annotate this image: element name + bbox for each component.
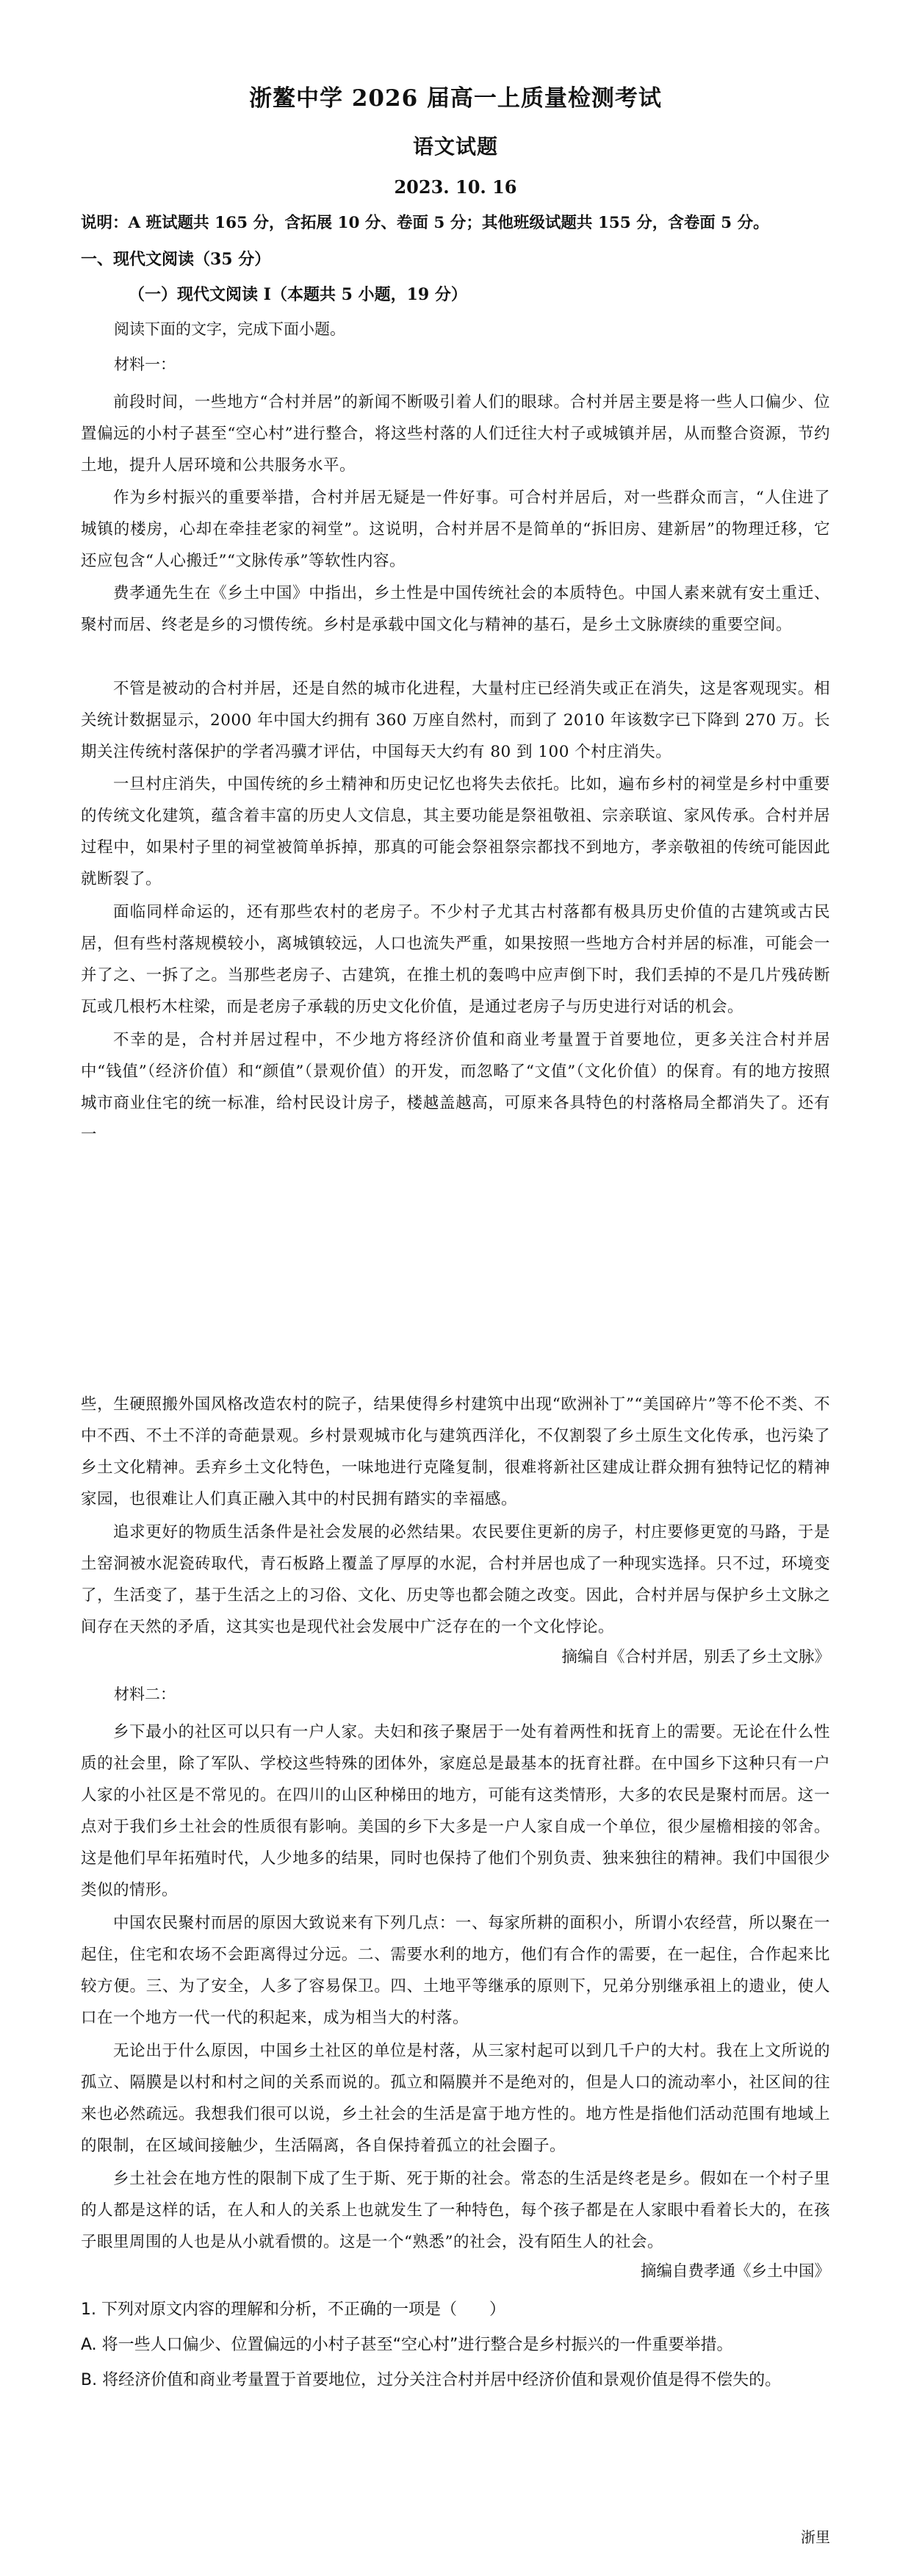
material-one-paragraph: 作为乡村振兴的重要举措，合村并居无疑是一件好事。可合村并居后，对一些群众而言，“人住进了城镇的楼房，心却在牵挂老家的祠堂”。这说明，合村并居不是简单的“拆旧房、建新居”的物理迁移，它还应包含“人心搬迁”“文脉传承”等软性内容。	[81, 489, 830, 570]
material-two-paragraph: 中国农民聚村而居的原因大致说来有下列几点：一、每家所耕的面积小，所谓小农经营，所以聚在一起住，住宅和农场不会距离得过分远。二、需要水利的地方，他们有合作的需要，在一起住，合作起来比较方便。三、为了安全，人多了容易保卫。四、土地平等继承的原则下，兄弟分别继承祖上的遗业，使人口在一个地方一代一代的积起来，成为相当大的村落。	[81, 1914, 830, 2027]
material-one-paragraph: 前段时间，一些地方“合村并居”的新闻不断吸引着人们的眼球。合村并居主要是将一些人口偏少、位置偏远的小村子甚至“空心村”进行整合，将这些村落的人们迁往大村子或城镇并居，从而整合资源，节约土地，提升人居环境和公共服务水平。	[81, 393, 830, 475]
sub-section-heading: （一）现代文阅读 I（本题共 5 小题，19 分）	[129, 285, 467, 304]
question-one-option-a: A. 将一些人口偏少、位置偏远的小村子甚至“空心村”进行整合是乡村振兴的一件重要举措。	[81, 2336, 733, 2354]
reading-instruction: 阅读下面的文字，完成下面小题。	[114, 320, 345, 338]
exam-title: 浙鳌中学 2026 届高一上质量检测考试	[249, 85, 662, 112]
exam-notice: 说明：A 班试题共 165 分，含拓展 10 分、卷面 5 分；其他班级试题共 155 分，含卷面 5 分。	[81, 214, 769, 232]
material-one-label: 材料一：	[114, 356, 176, 373]
material-one-paragraph-continued: 些，生硬照搬外国风格改造农村的院子，结果使得乡村建筑中出现“欧洲补丁”“美国碎片”等不伦不类、不中不西、不土不洋的奇葩景观。乡村景观城市化与建筑西洋化，不仅割裂了乡土原生文化传承，也污染了乡土文化精神。丢弃乡土文化特色，一味地进行克隆复制，很难将新社区建成让群众拥有独特记忆的精神家园，也很难让人们真正融入其中的村民拥有踏实的幸福感。	[81, 1395, 830, 1508]
exam-date: 2023. 10. 16	[394, 176, 517, 198]
question-one-stem: 1. 下列对原文内容的理解和分析，不正确的一项是（ ）	[81, 2300, 505, 2319]
material-one-paragraph: 费孝通先生在《乡土中国》中指出，乡土性是中国传统社会的本质特色。中国人素来就有安土重迁、聚村而居、终老是乡的习惯传统。乡村是承载中国文化与精神的基石，是乡土文脉赓续的重要空间。	[81, 584, 830, 634]
material-two-paragraph: 乡下最小的社区可以只有一户人家。夫妇和孩子聚居于一处有着两性和抚育上的需要。无论在什么性质的社会里，除了军队、学校这些特殊的团体外，家庭总是最基本的抚育社群。在中国乡下这种只有一户人家的小社区是不常见的。在四川的山区种梯田的地方，可能有这类情形，大多的农民是聚村而居。这一点对于我们乡土社会的性质很有影响。美国的乡下大多是一户人家自成一个单位，很少屋檐相接的邻舍。这是他们早年拓殖时代，人少地多的结果，同时也保持了他们个别负责、独来独往的精神。我们中国很少类似的情形。	[81, 1723, 830, 1899]
question-one-option-b: B. 将经济价值和商业考量置于首要地位，过分关注合村并居中经济价值和景观价值是得不偿失的。	[81, 2371, 782, 2389]
material-one-paragraph: 一旦村庄消失，中国传统的乡土精神和历史记忆也将失去依托。比如，遍布乡村的祠堂是乡村中重要的传统文化建筑，蕴含着丰富的历史人文信息，其主要功能是祭祖敬祖、宗亲联谊、家风传承。合村并居过程中，如果村子里的祠堂被简单拆掉，那真的可能会祭祖祭宗都找不到地方，孝亲敬祖的传统可能因此就断裂了。	[81, 775, 830, 888]
material-one-source: 摘编自《合村并居，别丢了乡土文脉》	[561, 1648, 830, 1666]
corner-watermark-text: 浙里	[801, 2528, 830, 2546]
material-two-paragraph: 无论出于什么原因，中国乡土社区的单位是村落，从三家村起可以到几千户的大村。我在上文所说的孤立、隔膜是以村和村之间的关系而说的。孤立和隔膜并不是绝对的，但是人口的流动率小，社区间的往来也必然疏远。我想我们很可以说，乡土社会的生活是富于地方性的。地方性是指他们活动范围有地域上的限制，在区域间接触少，生活隔离，各自保持着孤立的社会圈子。	[81, 2042, 830, 2155]
material-one-paragraph: 面临同样命运的，还有那些农村的老房子。不少村子尤其古村落都有极具历史价值的古建筑或古民居，但有些村落规模较小，离城镇较远，人口也流失严重，如果按照一些地方合村并居的标准，可能会一并了之、一拆了之。当那些老房子、古建筑，在推土机的轰鸣中应声倒下时，我们丢掉的不是几片残砖断瓦或几根朽木柱梁，而是老房子承载的历史文化价值，是通过老房子与历史进行对话的机会。	[81, 903, 830, 1016]
material-one-paragraph: 追求更好的物质生活条件是社会发展的必然结果。农民要住更新的房子，村庄要修更宽的马路，于是土窑洞被水泥瓷砖取代，青石板路上覆盖了厚厚的水泥，合村并居也成了一种现实选择。只不过，环境变了，生活变了，基于生活之上的习俗、文化、历史等也都会随之改变。因此，合村并居与保护乡土文脉之间存在天然的矛盾，这其实也是现代社会发展中广泛存在的一个文化悖论。	[81, 1523, 830, 1636]
material-two-label: 材料二：	[114, 1685, 176, 1703]
material-one-paragraph: 不管是被动的合村并居，还是自然的城市化进程，大量村庄已经消失或正在消失，这是客观现实。相关统计数据显示，2000 年中国大约拥有 360 万座自然村，而到了 2010 年该数字已下降到 270 万。长期关注传统村落保护的学者冯骥才评估，中国每天大约有 80 到 100 个村庄消失。	[81, 680, 830, 761]
subject-title: 语文试题	[412, 134, 498, 159]
material-two-source: 摘编自费孝通《乡土中国》	[640, 2262, 830, 2281]
section-heading: 一、现代文阅读（35 分）	[81, 250, 271, 269]
material-two-paragraph: 乡土社会在地方性的限制下成了生于斯、死于斯的社会。常态的生活是终老是乡。假如在一个村子里的人都是这样的话，在人和人的关系上也就发生了一种特色，每个孩子都是在人家眼中看着长大的，在孩子眼里周围的人也是从小就看惯的。这是一个“熟悉”的社会，没有陌生人的社会。	[81, 2170, 830, 2251]
material-one-paragraph: 不幸的是，合村并居过程中，不少地方将经济价值和商业考量置于首要地位，更多关注合村并居中“钱值”（经济价值）和“颜值”（景观价值）的开发，而忽略了“文值”（文化价值）的保育。有的地方按照城市商业住宅的统一标准，给村民设计房子，楼越盖越高，可原来各具特色的村落格局全都消失了。还有一	[81, 1031, 830, 1144]
